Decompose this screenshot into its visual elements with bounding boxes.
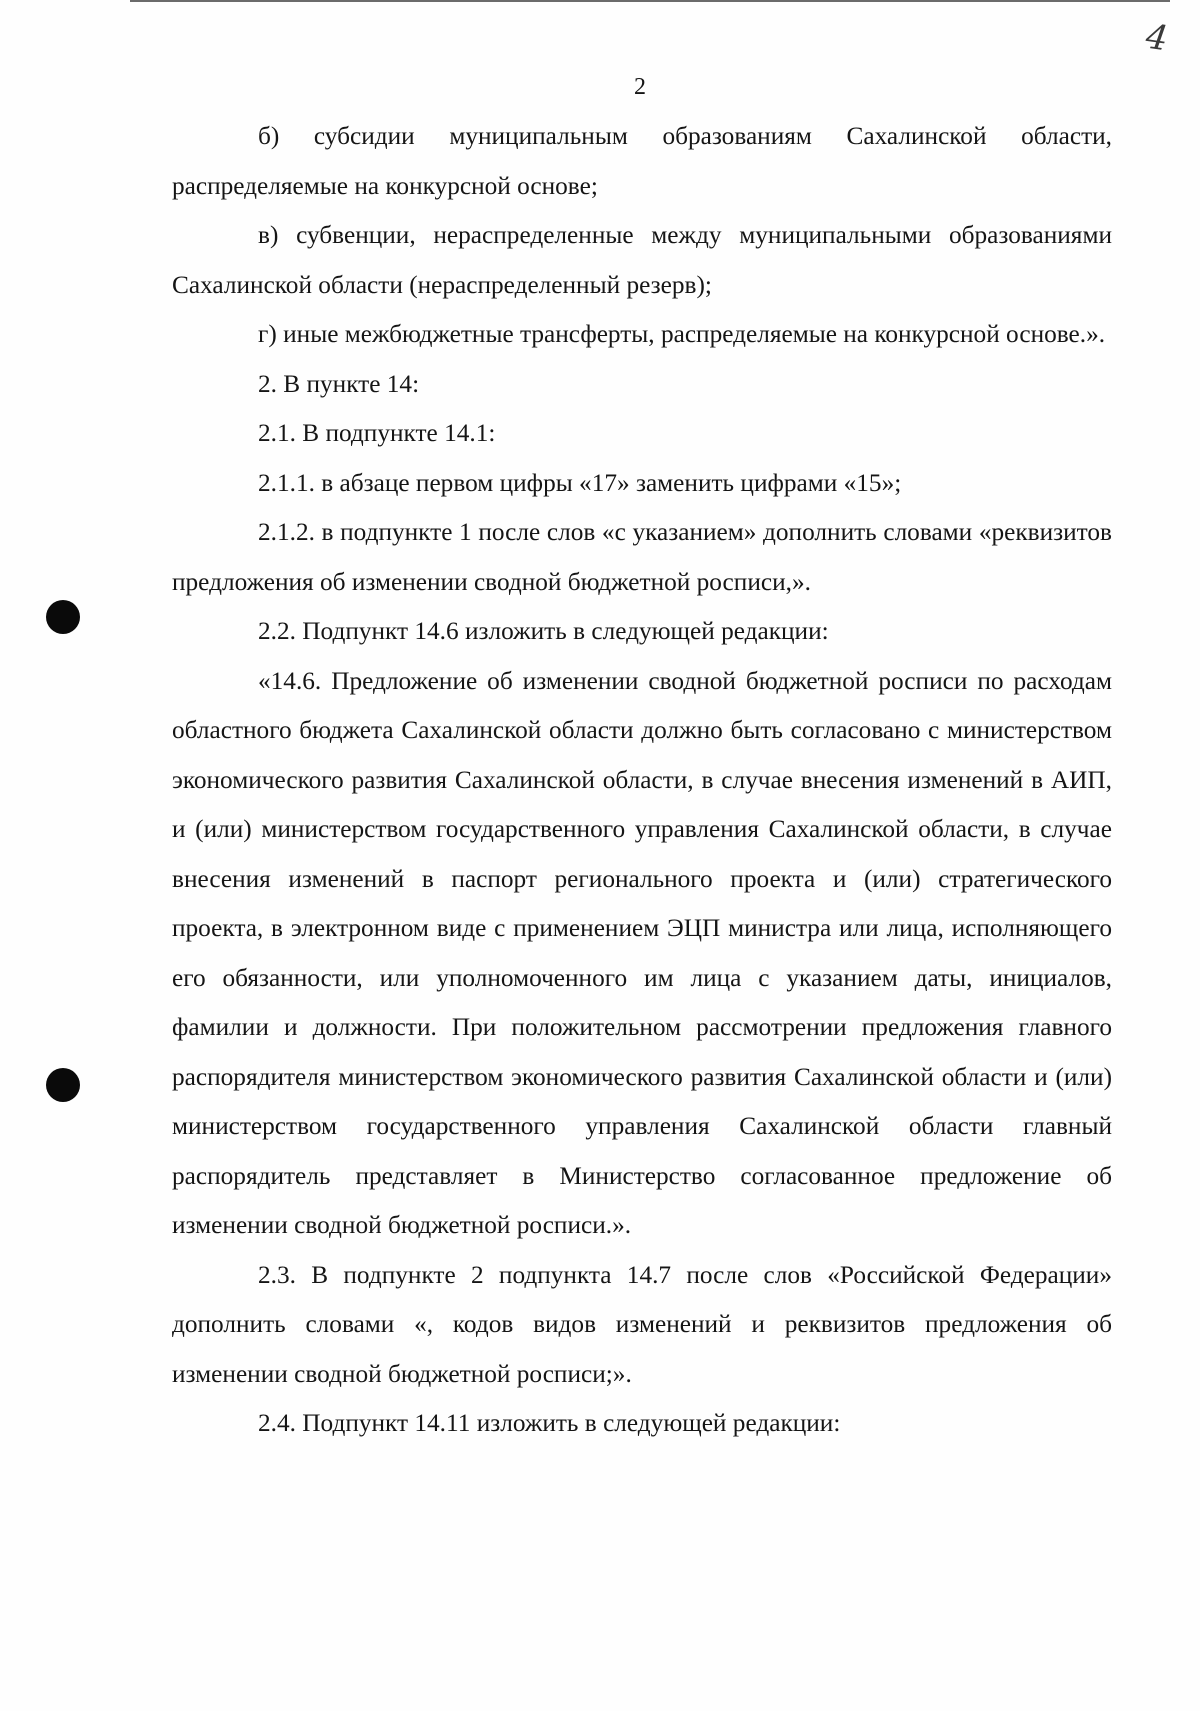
paragraph-b: б) субсидии муниципальным образованиям Сахалинской области, распределяемые на конкурсной основе; xyxy=(172,122,1112,200)
paragraph-2-1-2: 2.1.2. в подпункте 1 после слов «с указанием» дополнить словами «реквизитов предложения об изменении сводной бюджетной росписи,». xyxy=(172,518,1112,596)
paragraph-2-3: 2.3. В подпункте 2 подпункта 14.7 после слов «Российской Федерации» дополнить словами «, кодов видов изменений и реквизитов предложения об изменении сводной бюджетной росписи;». xyxy=(172,1260,1112,1388)
document-body xyxy=(172,112,1112,1449)
page-number: 2 xyxy=(634,74,646,100)
paragraph-2-1-1: 2.1.1. в абзаце первом цифры «17» заменить цифрами «15»; xyxy=(258,468,902,497)
paragraph-14-6: «14.6. Предложение об изменении сводной бюджетной росписи по расходам областного бюджета Сахалинской области должно быть согласовано с министерством экономического развития Сахалинской области, в случае внесения изменений в АИП, и (или) министерством государственного управления Сахалинской области, в случае внесения изменений в паспорт регионального проекта и (или) стратегического проекта, в электронном виде с применением ЭЦП министра или лица, исполняющего его обязанности, или уполномоченного им лица с указанием даты, инициалов, фамилии и должности. При положительном рассмотрении предложения главного распорядителя министерством экономического развития Сахалинской области и (или) министерством государственного управления Сахалинской области главный распорядитель представляет в Министерство согласованное предложение об изменении сводной бюджетной росписи.». xyxy=(172,666,1112,1239)
top-border-line xyxy=(130,0,1170,2)
paragraph-v: в) субвенции, нераспределенные между муниципальными образованиями Сахалинской области (нераспределенный резерв); xyxy=(172,221,1112,299)
punch-hole-icon xyxy=(46,600,80,634)
paragraph-g: г) иные межбюджетные трансферты, распределяемые на конкурсной основе.». xyxy=(258,320,1106,348)
paragraph-2-4: 2.4. Подпункт 14.11 изложить в следующей редакции: xyxy=(258,1409,841,1437)
punch-hole-icon xyxy=(46,1068,80,1102)
paragraph-2-1: 2.1. В подпункте 14.1: xyxy=(258,419,496,447)
paragraph-2-2: 2.2. Подпункт 14.6 изложить в следующей редакции: xyxy=(258,617,829,645)
paragraph-2: 2. В пункте 14: xyxy=(258,369,420,398)
handwritten-sheet-number: 4 xyxy=(1143,16,1171,60)
